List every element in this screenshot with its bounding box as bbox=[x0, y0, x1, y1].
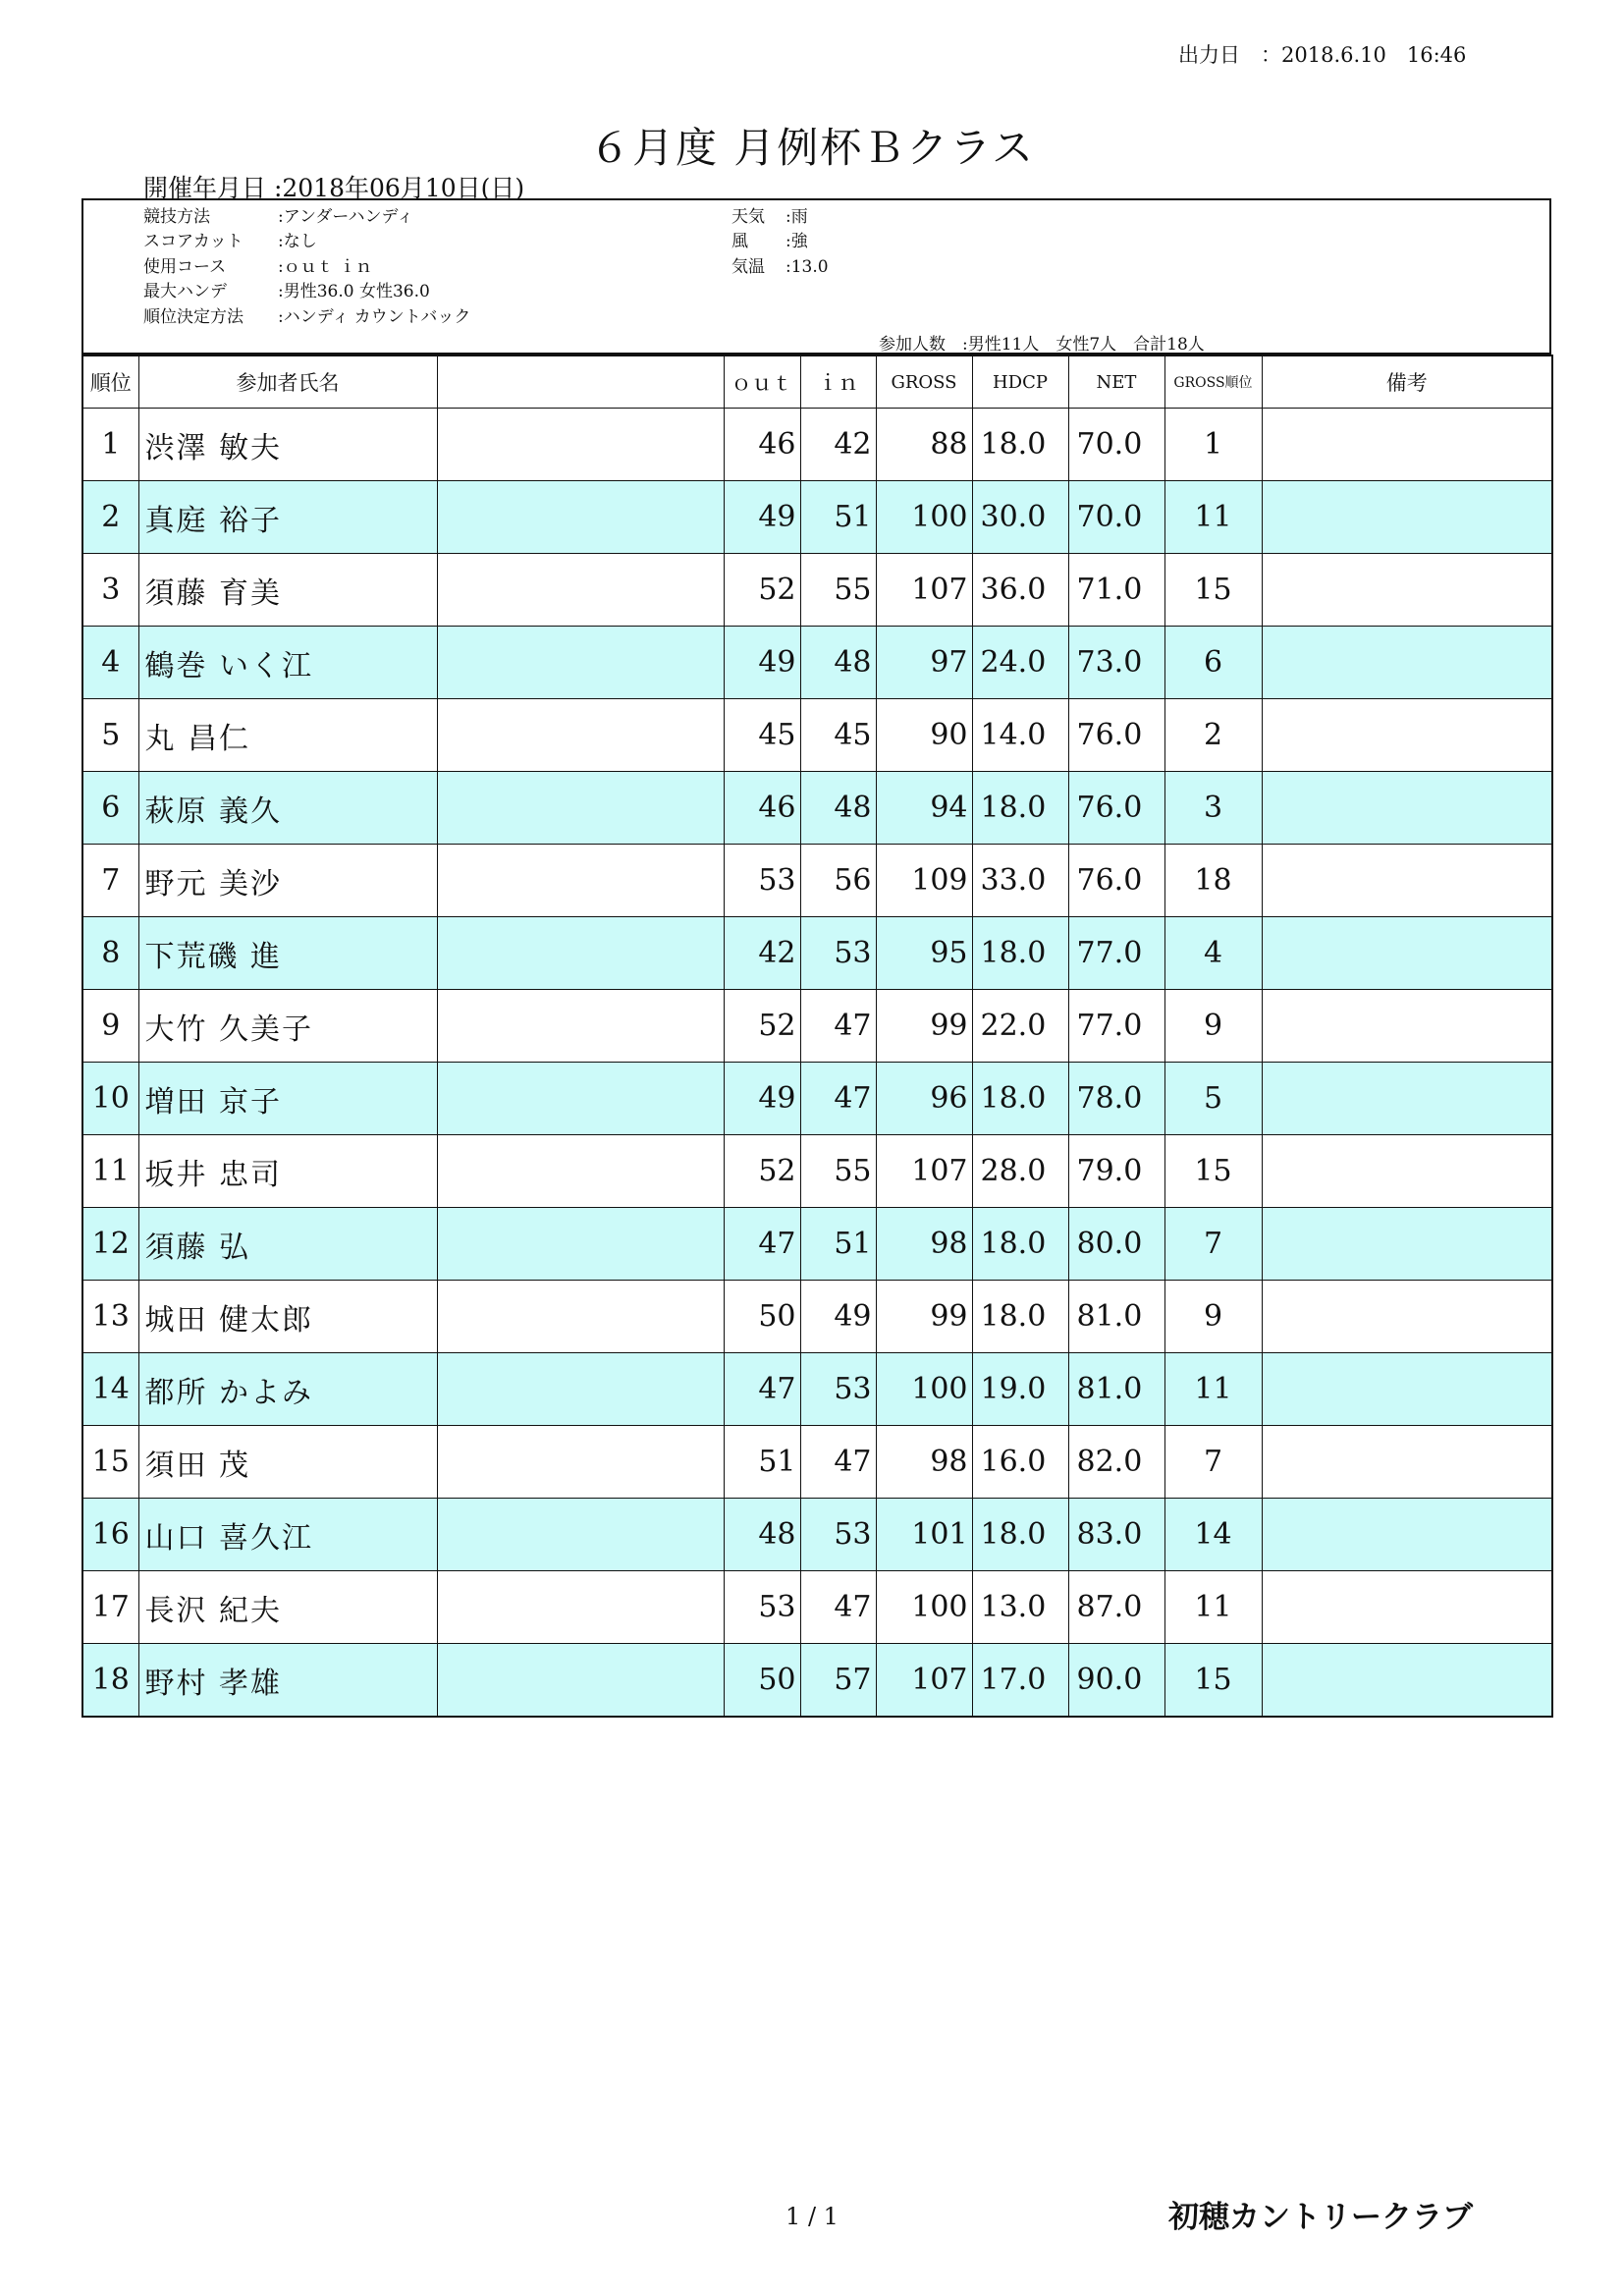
table-row bbox=[82, 554, 1552, 627]
cell-rank: 16 bbox=[82, 1499, 138, 1571]
cell-hdcp: 18.0 bbox=[972, 772, 1068, 845]
cell-net: 71.0 bbox=[1068, 554, 1164, 627]
cell-out: 42 bbox=[724, 917, 800, 990]
info-label: 順位決定方法 bbox=[143, 307, 244, 327]
cell-name: 須藤 弘 bbox=[138, 1208, 437, 1281]
cell-net: 81.0 bbox=[1068, 1353, 1164, 1426]
cell-notes bbox=[1262, 409, 1552, 481]
info-course bbox=[143, 252, 372, 277]
cell-rank: 12 bbox=[82, 1208, 138, 1281]
cell-hdcp: 30.0 bbox=[972, 481, 1068, 554]
cell-notes bbox=[1262, 481, 1552, 554]
header-net: NET bbox=[1068, 355, 1164, 409]
cell-rank: 5 bbox=[82, 699, 138, 772]
participant-count: 参加人数 :男性11人 女性7人 合計18人 bbox=[879, 335, 1205, 355]
info-value: :強 bbox=[785, 232, 808, 251]
cell-hdcp: 28.0 bbox=[972, 1135, 1068, 1208]
cell-in: 55 bbox=[800, 1135, 876, 1208]
header-notes: 備考 bbox=[1262, 355, 1552, 409]
cell-gross-rank: 15 bbox=[1164, 1135, 1262, 1208]
cell-rank: 10 bbox=[82, 1063, 138, 1135]
cell-gross-rank: 2 bbox=[1164, 699, 1262, 772]
cell-in: 55 bbox=[800, 554, 876, 627]
table-row bbox=[82, 409, 1552, 481]
cell-net: 77.0 bbox=[1068, 990, 1164, 1063]
info-label: 風 bbox=[731, 232, 748, 251]
cell-gross: 95 bbox=[876, 917, 972, 990]
cell-hdcp: 18.0 bbox=[972, 1063, 1068, 1135]
cell-gross: 101 bbox=[876, 1499, 972, 1571]
cell-in: 47 bbox=[800, 990, 876, 1063]
info-value: :なし bbox=[278, 232, 317, 251]
cell-in: 53 bbox=[800, 917, 876, 990]
cell-in: 53 bbox=[800, 1353, 876, 1426]
info-label: 最大ハンデ bbox=[143, 282, 227, 301]
cell-blank bbox=[437, 1353, 724, 1426]
cell-net: 76.0 bbox=[1068, 699, 1164, 772]
cell-gross-rank: 11 bbox=[1164, 481, 1262, 554]
cell-gross: 100 bbox=[876, 1571, 972, 1644]
cell-hdcp: 18.0 bbox=[972, 1499, 1068, 1571]
cell-blank bbox=[437, 1135, 724, 1208]
table-row bbox=[82, 627, 1552, 699]
cell-name: 野村 孝雄 bbox=[138, 1644, 437, 1718]
info-value: :男性36.0 女性36.0 bbox=[278, 282, 430, 301]
cell-gross: 99 bbox=[876, 990, 972, 1063]
cell-net: 73.0 bbox=[1068, 627, 1164, 699]
cell-blank bbox=[437, 772, 724, 845]
cell-gross-rank: 14 bbox=[1164, 1499, 1262, 1571]
club-name: 初穂カントリークラブ bbox=[1168, 2200, 1473, 2235]
cell-out: 50 bbox=[724, 1644, 800, 1718]
info-temperature bbox=[731, 252, 829, 277]
cell-blank bbox=[437, 1208, 724, 1281]
cell-gross: 94 bbox=[876, 772, 972, 845]
header-name: 参加者氏名 bbox=[138, 355, 437, 409]
info-label: 天気 bbox=[731, 207, 765, 227]
cell-notes bbox=[1262, 1571, 1552, 1644]
header-out: ｏｕｔ bbox=[724, 355, 800, 409]
cell-notes bbox=[1262, 1281, 1552, 1353]
header-in: ｉｎ bbox=[800, 355, 876, 409]
cell-gross: 100 bbox=[876, 481, 972, 554]
cell-gross: 90 bbox=[876, 699, 972, 772]
cell-net: 83.0 bbox=[1068, 1499, 1164, 1571]
table-row bbox=[82, 1135, 1552, 1208]
header-gross: GROSS bbox=[876, 355, 972, 409]
cell-gross-rank: 6 bbox=[1164, 627, 1262, 699]
cell-net: 81.0 bbox=[1068, 1281, 1164, 1353]
cell-blank bbox=[437, 990, 724, 1063]
info-value: :アンダーハンディ bbox=[278, 207, 414, 227]
cell-out: 46 bbox=[724, 772, 800, 845]
cell-hdcp: 14.0 bbox=[972, 699, 1068, 772]
cell-out: 46 bbox=[724, 409, 800, 481]
cell-hdcp: 18.0 bbox=[972, 1208, 1068, 1281]
cell-blank bbox=[437, 699, 724, 772]
cell-hdcp: 18.0 bbox=[972, 917, 1068, 990]
cell-net: 80.0 bbox=[1068, 1208, 1164, 1281]
cell-out: 47 bbox=[724, 1353, 800, 1426]
cell-gross: 88 bbox=[876, 409, 972, 481]
competition-info-box bbox=[81, 198, 1551, 355]
cell-gross-rank: 7 bbox=[1164, 1426, 1262, 1499]
cell-out: 49 bbox=[724, 1063, 800, 1135]
cell-name: 都所 かよみ bbox=[138, 1353, 437, 1426]
info-ranking-method bbox=[143, 302, 470, 327]
cell-gross-rank: 9 bbox=[1164, 990, 1262, 1063]
cell-name: 長沢 紀夫 bbox=[138, 1571, 437, 1644]
cell-blank bbox=[437, 1644, 724, 1718]
cell-hdcp: 24.0 bbox=[972, 627, 1068, 699]
cell-gross: 96 bbox=[876, 1063, 972, 1135]
cell-gross: 99 bbox=[876, 1281, 972, 1353]
info-weather bbox=[731, 202, 808, 227]
cell-name: 増田 京子 bbox=[138, 1063, 437, 1135]
cell-hdcp: 33.0 bbox=[972, 845, 1068, 917]
table-row bbox=[82, 1353, 1552, 1426]
cell-name: 須藤 育美 bbox=[138, 554, 437, 627]
cell-notes bbox=[1262, 917, 1552, 990]
cell-rank: 7 bbox=[82, 845, 138, 917]
cell-rank: 8 bbox=[82, 917, 138, 990]
cell-name: 萩原 義久 bbox=[138, 772, 437, 845]
cell-gross: 107 bbox=[876, 554, 972, 627]
cell-rank: 15 bbox=[82, 1426, 138, 1499]
cell-out: 50 bbox=[724, 1281, 800, 1353]
cell-out: 52 bbox=[724, 990, 800, 1063]
cell-rank: 18 bbox=[82, 1644, 138, 1718]
cell-name: 下荒磯 進 bbox=[138, 917, 437, 990]
cell-hdcp: 17.0 bbox=[972, 1644, 1068, 1718]
cell-gross-rank: 7 bbox=[1164, 1208, 1262, 1281]
info-label: 競技方法 bbox=[143, 207, 210, 227]
cell-rank: 9 bbox=[82, 990, 138, 1063]
cell-gross-rank: 3 bbox=[1164, 772, 1262, 845]
event-date: 開催年月日 :2018年06月10日(日) bbox=[143, 174, 525, 202]
cell-net: 90.0 bbox=[1068, 1644, 1164, 1718]
cell-in: 47 bbox=[800, 1426, 876, 1499]
cell-gross-rank: 4 bbox=[1164, 917, 1262, 990]
cell-notes bbox=[1262, 554, 1552, 627]
cell-blank bbox=[437, 409, 724, 481]
cell-hdcp: 18.0 bbox=[972, 1281, 1068, 1353]
cell-gross-rank: 18 bbox=[1164, 845, 1262, 917]
output-date: 出力日 ：2018.6.10 16:46 bbox=[1178, 43, 1467, 67]
cell-blank bbox=[437, 1499, 724, 1571]
cell-name: 鶴巻 いく江 bbox=[138, 627, 437, 699]
cell-net: 87.0 bbox=[1068, 1571, 1164, 1644]
cell-gross: 98 bbox=[876, 1208, 972, 1281]
cell-blank bbox=[437, 627, 724, 699]
cell-notes bbox=[1262, 627, 1552, 699]
cell-out: 53 bbox=[724, 1571, 800, 1644]
cell-gross: 100 bbox=[876, 1353, 972, 1426]
cell-in: 51 bbox=[800, 1208, 876, 1281]
table-row bbox=[82, 1571, 1552, 1644]
table-row bbox=[82, 481, 1552, 554]
info-label: 気温 bbox=[731, 257, 765, 277]
cell-out: 51 bbox=[724, 1426, 800, 1499]
cell-name: 山口 喜久江 bbox=[138, 1499, 437, 1571]
cell-out: 49 bbox=[724, 627, 800, 699]
cell-net: 79.0 bbox=[1068, 1135, 1164, 1208]
cell-notes bbox=[1262, 772, 1552, 845]
cell-gross: 109 bbox=[876, 845, 972, 917]
cell-in: 56 bbox=[800, 845, 876, 917]
cell-out: 53 bbox=[724, 845, 800, 917]
cell-out: 45 bbox=[724, 699, 800, 772]
info-value: :13.0 bbox=[785, 257, 829, 277]
cell-blank bbox=[437, 481, 724, 554]
cell-name: 真庭 裕子 bbox=[138, 481, 437, 554]
info-method bbox=[143, 202, 413, 227]
info-wind bbox=[731, 227, 808, 251]
cell-net: 78.0 bbox=[1068, 1063, 1164, 1135]
cell-hdcp: 18.0 bbox=[972, 409, 1068, 481]
page-title: ６月度 月例杯Ｂクラス bbox=[588, 124, 1036, 172]
page-number: 1 / 1 bbox=[785, 2203, 839, 2230]
cell-rank: 14 bbox=[82, 1353, 138, 1426]
cell-blank bbox=[437, 1426, 724, 1499]
cell-rank: 6 bbox=[82, 772, 138, 845]
cell-in: 47 bbox=[800, 1571, 876, 1644]
cell-blank bbox=[437, 1281, 724, 1353]
cell-name: 城田 健太郎 bbox=[138, 1281, 437, 1353]
cell-blank bbox=[437, 1571, 724, 1644]
cell-gross: 107 bbox=[876, 1135, 972, 1208]
cell-in: 49 bbox=[800, 1281, 876, 1353]
table-row bbox=[82, 699, 1552, 772]
cell-in: 51 bbox=[800, 481, 876, 554]
cell-gross-rank: 15 bbox=[1164, 554, 1262, 627]
cell-gross: 107 bbox=[876, 1644, 972, 1718]
cell-hdcp: 36.0 bbox=[972, 554, 1068, 627]
cell-notes bbox=[1262, 1499, 1552, 1571]
info-value: :ハンディ カウントバック bbox=[278, 307, 471, 327]
cell-net: 70.0 bbox=[1068, 481, 1164, 554]
cell-net: 82.0 bbox=[1068, 1426, 1164, 1499]
cell-in: 42 bbox=[800, 409, 876, 481]
cell-net: 76.0 bbox=[1068, 845, 1164, 917]
cell-notes bbox=[1262, 1353, 1552, 1426]
table-row bbox=[82, 1426, 1552, 1499]
table-row bbox=[82, 1063, 1552, 1135]
cell-name: 須田 茂 bbox=[138, 1426, 437, 1499]
cell-notes bbox=[1262, 1135, 1552, 1208]
cell-rank: 1 bbox=[82, 409, 138, 481]
cell-in: 57 bbox=[800, 1644, 876, 1718]
cell-net: 77.0 bbox=[1068, 917, 1164, 990]
table-row bbox=[82, 845, 1552, 917]
cell-notes bbox=[1262, 845, 1552, 917]
header-blank bbox=[437, 355, 724, 409]
cell-notes bbox=[1262, 699, 1552, 772]
table-header-row bbox=[82, 355, 1552, 409]
cell-rank: 17 bbox=[82, 1571, 138, 1644]
cell-notes bbox=[1262, 1426, 1552, 1499]
cell-gross-rank: 11 bbox=[1164, 1571, 1262, 1644]
cell-hdcp: 13.0 bbox=[972, 1571, 1068, 1644]
cell-blank bbox=[437, 917, 724, 990]
cell-hdcp: 16.0 bbox=[972, 1426, 1068, 1499]
cell-hdcp: 22.0 bbox=[972, 990, 1068, 1063]
cell-notes bbox=[1262, 1208, 1552, 1281]
cell-gross-rank: 1 bbox=[1164, 409, 1262, 481]
cell-rank: 11 bbox=[82, 1135, 138, 1208]
cell-out: 52 bbox=[724, 1135, 800, 1208]
table-row bbox=[82, 917, 1552, 990]
info-label: スコアカット bbox=[143, 232, 244, 251]
cell-blank bbox=[437, 1063, 724, 1135]
cell-in: 47 bbox=[800, 1063, 876, 1135]
cell-name: 渋澤 敏夫 bbox=[138, 409, 437, 481]
cell-net: 76.0 bbox=[1068, 772, 1164, 845]
cell-rank: 4 bbox=[82, 627, 138, 699]
cell-gross-rank: 15 bbox=[1164, 1644, 1262, 1718]
cell-gross: 97 bbox=[876, 627, 972, 699]
cell-out: 52 bbox=[724, 554, 800, 627]
table-row bbox=[82, 1644, 1552, 1718]
cell-hdcp: 19.0 bbox=[972, 1353, 1068, 1426]
cell-out: 49 bbox=[724, 481, 800, 554]
header-rank: 順位 bbox=[82, 355, 138, 409]
cell-blank bbox=[437, 845, 724, 917]
cell-notes bbox=[1262, 1644, 1552, 1718]
cell-in: 53 bbox=[800, 1499, 876, 1571]
cell-name: 大竹 久美子 bbox=[138, 990, 437, 1063]
cell-notes bbox=[1262, 1063, 1552, 1135]
cell-out: 48 bbox=[724, 1499, 800, 1571]
cell-out: 47 bbox=[724, 1208, 800, 1281]
info-max-handicap bbox=[143, 277, 430, 301]
cell-notes bbox=[1262, 990, 1552, 1063]
cell-blank bbox=[437, 554, 724, 627]
info-value: :ｏｕｔ ｉｎ bbox=[278, 257, 373, 277]
header-hdcp: HDCP bbox=[972, 355, 1068, 409]
cell-name: 丸 昌仁 bbox=[138, 699, 437, 772]
cell-gross-rank: 5 bbox=[1164, 1063, 1262, 1135]
info-value: :雨 bbox=[785, 207, 808, 227]
table-row bbox=[82, 1499, 1552, 1571]
table-row bbox=[82, 772, 1552, 845]
table-row bbox=[82, 1208, 1552, 1281]
cell-gross: 98 bbox=[876, 1426, 972, 1499]
cell-name: 野元 美沙 bbox=[138, 845, 437, 917]
cell-in: 48 bbox=[800, 627, 876, 699]
cell-net: 70.0 bbox=[1068, 409, 1164, 481]
cell-gross-rank: 11 bbox=[1164, 1353, 1262, 1426]
cell-in: 45 bbox=[800, 699, 876, 772]
cell-in: 48 bbox=[800, 772, 876, 845]
cell-rank: 3 bbox=[82, 554, 138, 627]
cell-rank: 2 bbox=[82, 481, 138, 554]
info-score-cut bbox=[143, 227, 317, 251]
cell-gross-rank: 9 bbox=[1164, 1281, 1262, 1353]
results-table bbox=[81, 355, 1553, 1718]
cell-name: 坂井 忠司 bbox=[138, 1135, 437, 1208]
cell-rank: 13 bbox=[82, 1281, 138, 1353]
info-label: 使用コース bbox=[143, 257, 227, 277]
header-gross-rank: GROSS順位 bbox=[1164, 355, 1262, 409]
table-row bbox=[82, 990, 1552, 1063]
table-row bbox=[82, 1281, 1552, 1353]
